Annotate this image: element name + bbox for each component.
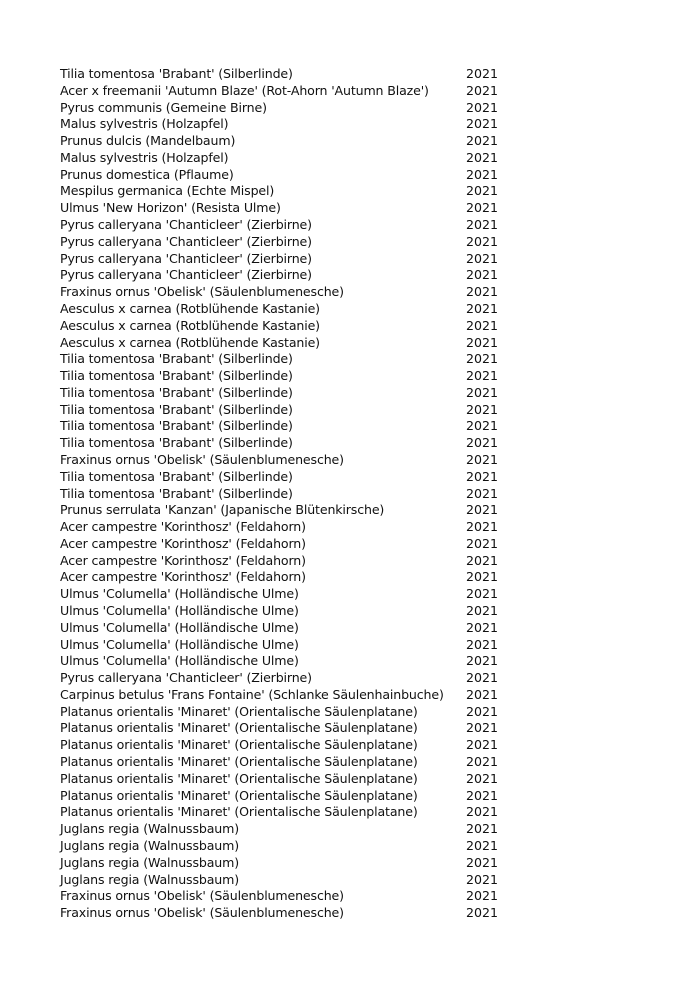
- table-row: [60, 687, 500, 704]
- table-row: [60, 150, 500, 167]
- species-cell: Pyrus calleryana 'Chanticleer' (Zierbirne): [60, 233, 312, 249]
- species-cell: Fraxinus ornus 'Obelisk' (Säulenblumenesche): [60, 284, 344, 300]
- species-cell: Acer campestre 'Korinthosz' (Feldahorn): [60, 569, 306, 585]
- year-cell: 2021: [466, 837, 499, 853]
- species-cell: Tilia tomentosa 'Brabant' (Silberlinde): [60, 384, 293, 400]
- table-row: [60, 251, 500, 268]
- year-cell: 2021: [466, 720, 499, 736]
- year-cell: 2021: [466, 317, 499, 333]
- table-row: [60, 301, 500, 318]
- species-cell: Ulmus 'Columella' (Holländische Ulme): [60, 619, 299, 635]
- tree-table-body: [60, 66, 500, 922]
- species-cell: Malus sylvestris (Holzapfel): [60, 149, 229, 165]
- year-cell: 2021: [466, 821, 499, 837]
- table-row: [60, 217, 500, 234]
- species-cell: Tilia tomentosa 'Brabant' (Silberlinde): [60, 485, 293, 501]
- tree-planting-table: [60, 66, 500, 922]
- table-row: [60, 536, 500, 553]
- table-row: [60, 469, 500, 486]
- year-cell: 2021: [466, 703, 499, 719]
- year-cell: 2021: [466, 569, 499, 585]
- species-cell: Juglans regia (Walnussbaum): [60, 821, 240, 837]
- year-cell: 2021: [466, 854, 499, 870]
- table-row: [60, 905, 500, 922]
- year-cell: 2021: [466, 619, 499, 635]
- table-row: [60, 234, 500, 251]
- species-cell: Aesculus x carnea (Rotblühende Kastanie): [60, 317, 320, 333]
- table-row: [60, 502, 500, 519]
- table-row: [60, 586, 500, 603]
- year-cell: 2021: [466, 905, 499, 921]
- species-cell: Tilia tomentosa 'Brabant' (Silberlinde): [60, 401, 293, 417]
- species-cell: Carpinus betulus 'Frans Fontaine' (Schlanke Säulenhainbuche): [60, 686, 444, 702]
- species-cell: Malus sylvestris (Holzapfel): [60, 116, 229, 132]
- species-cell: Pyrus communis (Gemeine Birne): [60, 99, 267, 115]
- year-cell: 2021: [466, 502, 499, 518]
- table-row: [60, 771, 500, 788]
- year-cell: 2021: [466, 686, 499, 702]
- year-cell: 2021: [466, 603, 499, 618]
- species-cell: Aesculus x carnea (Rotblühende Kastanie): [60, 300, 320, 316]
- year-cell: 2021: [466, 653, 499, 669]
- species-cell: Mespilus germanica (Echte Mispel): [60, 183, 275, 199]
- year-cell: 2021: [466, 418, 499, 434]
- table-row: [60, 603, 500, 620]
- table-row: [60, 385, 500, 402]
- year-cell: 2021: [466, 535, 499, 551]
- species-cell: Acer campestre 'Korinthosz' (Feldahorn): [60, 519, 306, 535]
- table-row: [60, 821, 500, 838]
- table-row: [60, 335, 500, 352]
- species-cell: Acer campestre 'Korinthosz' (Feldahorn): [60, 535, 306, 551]
- table-row: [60, 66, 500, 83]
- year-cell: 2021: [466, 351, 499, 367]
- year-cell: 2021: [466, 384, 499, 400]
- year-cell: 2021: [466, 233, 499, 249]
- species-cell: Tilia tomentosa 'Brabant' (Silberlinde): [60, 66, 293, 81]
- table-row: [60, 720, 500, 737]
- table-row: [60, 435, 500, 452]
- table-row: [60, 788, 500, 805]
- species-cell: Ulmus 'Columella' (Holländische Ulme): [60, 636, 299, 652]
- table-row: [60, 318, 500, 335]
- year-cell: 2021: [466, 435, 499, 451]
- species-cell: Acer campestre 'Korinthosz' (Feldahorn): [60, 552, 306, 568]
- species-cell: Pyrus calleryana 'Chanticleer' (Zierbirne): [60, 670, 312, 686]
- species-cell: Ulmus 'Columella' (Holländische Ulme): [60, 603, 299, 618]
- table-row: [60, 620, 500, 637]
- table-row: [60, 368, 500, 385]
- table-row: [60, 116, 500, 133]
- year-cell: 2021: [466, 166, 499, 182]
- table-row: [60, 754, 500, 771]
- table-row: [60, 486, 500, 503]
- species-cell: Fraxinus ornus 'Obelisk' (Säulenblumenesche): [60, 905, 344, 921]
- year-cell: 2021: [466, 737, 499, 753]
- table-row: [60, 83, 500, 100]
- table-row: [60, 855, 500, 872]
- year-cell: 2021: [466, 200, 499, 216]
- species-cell: Pyrus calleryana 'Chanticleer' (Zierbirne): [60, 250, 312, 266]
- table-row: [60, 167, 500, 184]
- year-cell: 2021: [466, 82, 499, 98]
- species-cell: Tilia tomentosa 'Brabant' (Silberlinde): [60, 418, 293, 434]
- year-cell: 2021: [466, 670, 499, 686]
- year-cell: 2021: [466, 485, 499, 501]
- table-row: [60, 284, 500, 301]
- table-row: [60, 418, 500, 435]
- species-cell: Acer x freemanii 'Autumn Blaze' (Rot-Ahorn 'Autumn Blaze'): [60, 82, 429, 98]
- year-cell: 2021: [466, 183, 499, 199]
- species-cell: Prunus dulcis (Mandelbaum): [60, 133, 236, 149]
- table-row: [60, 704, 500, 721]
- table-row: [60, 838, 500, 855]
- year-cell: 2021: [466, 586, 499, 602]
- species-cell: Ulmus 'Columella' (Holländische Ulme): [60, 586, 299, 602]
- table-row: [60, 737, 500, 754]
- table-row: [60, 888, 500, 905]
- year-cell: 2021: [466, 519, 499, 535]
- table-row: [60, 200, 500, 217]
- species-cell: Platanus orientalis 'Minaret' (Orientalische Säulenplatane): [60, 737, 418, 753]
- table-row: [60, 637, 500, 654]
- year-cell: 2021: [466, 284, 499, 300]
- species-cell: Platanus orientalis 'Minaret' (Orientalische Säulenplatane): [60, 703, 418, 719]
- species-cell: Ulmus 'Columella' (Holländische Ulme): [60, 653, 299, 669]
- species-cell: Pyrus calleryana 'Chanticleer' (Zierbirne): [60, 267, 312, 283]
- year-cell: 2021: [466, 770, 499, 786]
- year-cell: 2021: [466, 250, 499, 266]
- year-cell: 2021: [466, 888, 499, 904]
- year-cell: 2021: [466, 871, 499, 887]
- species-cell: Platanus orientalis 'Minaret' (Orientalische Säulenplatane): [60, 770, 418, 786]
- table-row: [60, 351, 500, 368]
- species-cell: Tilia tomentosa 'Brabant' (Silberlinde): [60, 468, 293, 484]
- table-row: [60, 133, 500, 150]
- species-cell: Pyrus calleryana 'Chanticleer' (Zierbirne): [60, 217, 312, 233]
- table-row: [60, 519, 500, 536]
- species-cell: Tilia tomentosa 'Brabant' (Silberlinde): [60, 435, 293, 451]
- species-cell: Aesculus x carnea (Rotblühende Kastanie): [60, 334, 320, 350]
- species-cell: Fraxinus ornus 'Obelisk' (Säulenblumenesche): [60, 451, 344, 467]
- table-row: [60, 872, 500, 889]
- species-cell: Prunus domestica (Pflaume): [60, 166, 234, 182]
- year-cell: 2021: [466, 368, 499, 384]
- table-row: [60, 569, 500, 586]
- species-cell: Tilia tomentosa 'Brabant' (Silberlinde): [60, 351, 293, 367]
- table-row: [60, 670, 500, 687]
- year-cell: 2021: [466, 552, 499, 568]
- species-cell: Platanus orientalis 'Minaret' (Orientalische Säulenplatane): [60, 804, 418, 820]
- year-cell: 2021: [466, 116, 499, 132]
- year-cell: 2021: [466, 401, 499, 417]
- species-cell: Platanus orientalis 'Minaret' (Orientalische Säulenplatane): [60, 754, 418, 770]
- species-cell: Juglans regia (Walnussbaum): [60, 871, 240, 887]
- table-row: [60, 653, 500, 670]
- year-cell: 2021: [466, 804, 499, 820]
- year-cell: 2021: [466, 217, 499, 233]
- species-cell: Fraxinus ornus 'Obelisk' (Säulenblumenesche): [60, 888, 344, 904]
- table-row: [60, 100, 500, 117]
- species-cell: Tilia tomentosa 'Brabant' (Silberlinde): [60, 368, 293, 384]
- year-cell: 2021: [466, 300, 499, 316]
- species-cell: Platanus orientalis 'Minaret' (Orientalische Säulenplatane): [60, 720, 418, 736]
- species-cell: Prunus serrulata 'Kanzan' (Japanische Blütenkirsche): [60, 502, 385, 518]
- year-cell: 2021: [466, 468, 499, 484]
- year-cell: 2021: [466, 66, 499, 81]
- year-cell: 2021: [466, 133, 499, 149]
- species-cell: Platanus orientalis 'Minaret' (Orientalische Säulenplatane): [60, 787, 418, 803]
- year-cell: 2021: [466, 267, 499, 283]
- table-row: [60, 452, 500, 469]
- year-cell: 2021: [466, 787, 499, 803]
- table-row: [60, 804, 500, 821]
- year-cell: 2021: [466, 149, 499, 165]
- species-cell: Ulmus 'New Horizon' (Resista Ulme): [60, 200, 281, 216]
- table-row: [60, 553, 500, 570]
- table-row: [60, 183, 500, 200]
- species-cell: Juglans regia (Walnussbaum): [60, 854, 240, 870]
- table-row: [60, 267, 500, 284]
- year-cell: 2021: [466, 754, 499, 770]
- table-row: [60, 402, 500, 419]
- year-cell: 2021: [466, 451, 499, 467]
- year-cell: 2021: [466, 334, 499, 350]
- species-cell: Juglans regia (Walnussbaum): [60, 837, 240, 853]
- year-cell: 2021: [466, 99, 499, 115]
- year-cell: 2021: [466, 636, 499, 652]
